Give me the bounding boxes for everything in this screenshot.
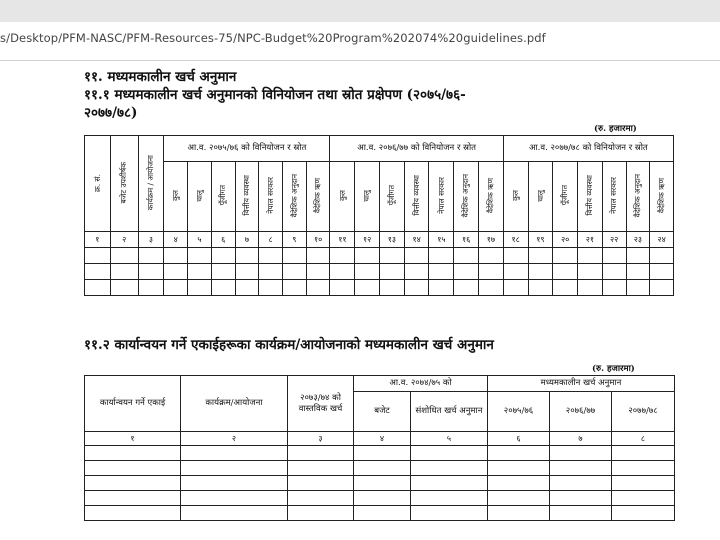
empty-cell [283, 248, 307, 264]
empty-cell [138, 248, 164, 264]
column-number-cell: ८ [612, 432, 675, 446]
column-number-cell: १८ [503, 232, 528, 248]
table-row [85, 461, 675, 476]
empty-cell [110, 264, 138, 280]
sub-col-header: चालु [355, 162, 380, 232]
empty-cell [528, 248, 553, 264]
empty-cell [354, 506, 411, 521]
empty-cell [181, 446, 288, 461]
column-number-cell: २ [181, 432, 288, 446]
window-top-bar [0, 0, 720, 22]
empty-cell [188, 248, 212, 264]
empty-cell [650, 264, 674, 280]
empty-cell [411, 491, 488, 506]
empty-cell [235, 280, 259, 296]
empty-cell [164, 248, 188, 264]
column-number-cell: १६ [454, 232, 479, 248]
empty-cell [404, 280, 429, 296]
empty-cell [454, 280, 479, 296]
empty-cell [578, 248, 603, 264]
empty-cell [181, 506, 288, 521]
col-header-program: कार्यक्रम/आयोजना [181, 376, 288, 432]
mtef-allocation-table [84, 135, 674, 296]
column-number-cell: १९ [528, 232, 553, 248]
empty-cell [478, 264, 503, 280]
column-number-cell: २० [553, 232, 578, 248]
empty-cell [330, 264, 355, 280]
empty-cell [650, 248, 674, 264]
empty-cell [283, 264, 307, 280]
sub-col-header: चालु [528, 162, 553, 232]
column-number-cell: २१ [578, 232, 603, 248]
sub-col-header: पूँजीगत [211, 162, 235, 232]
empty-cell [138, 280, 164, 296]
group-header-2077-78: आ.व. २०७७/७८ को विनियोजन र स्रोत [503, 136, 673, 162]
col-header-budget-code: बजेट उपशीर्षक [110, 136, 138, 232]
empty-cell [411, 506, 488, 521]
empty-cell [288, 446, 354, 461]
sub-col-header: नेपाल सरकार [602, 162, 626, 232]
empty-cell [550, 476, 612, 491]
empty-cell [85, 491, 181, 506]
empty-cell [235, 248, 259, 264]
empty-cell [259, 264, 283, 280]
empty-cell [85, 461, 181, 476]
empty-cell [288, 491, 354, 506]
empty-cell [488, 446, 550, 461]
empty-cell [553, 248, 578, 264]
empty-cell [602, 280, 626, 296]
empty-cell [85, 280, 111, 296]
empty-cell [411, 476, 488, 491]
empty-cell [528, 280, 553, 296]
column-number-cell: ५ [188, 232, 212, 248]
empty-cell [110, 248, 138, 264]
empty-cell [283, 280, 307, 296]
column-number-cell: ६ [488, 432, 550, 446]
col-header-year-3: २०७७/७८ [612, 392, 675, 432]
empty-cell [288, 461, 354, 476]
empty-cell [612, 461, 675, 476]
col-header-revised-estimate: संशोधित खर्च अनुमान [411, 392, 488, 432]
empty-cell [488, 491, 550, 506]
empty-cell [85, 506, 181, 521]
empty-cell [379, 264, 404, 280]
empty-cell [650, 280, 674, 296]
sub-col-header: कुल [330, 162, 355, 232]
empty-cell [288, 476, 354, 491]
column-number-cell: ११ [330, 232, 355, 248]
column-number-cell: ३ [138, 232, 164, 248]
empty-cell [528, 264, 553, 280]
empty-cell [211, 264, 235, 280]
table-row [85, 491, 675, 506]
empty-cell [553, 280, 578, 296]
empty-cell [85, 446, 181, 461]
empty-cell [379, 248, 404, 264]
empty-cell [503, 264, 528, 280]
empty-cell [188, 264, 212, 280]
empty-cell [488, 506, 550, 521]
sub-col-header: वैदेशिक अनुदान [626, 162, 650, 232]
column-number-cell: १ [85, 232, 111, 248]
empty-cell [85, 476, 181, 491]
empty-cell [612, 491, 675, 506]
empty-cell [478, 280, 503, 296]
empty-cell [626, 248, 650, 264]
empty-cell [429, 280, 454, 296]
column-number-cell: १५ [429, 232, 454, 248]
empty-cell [488, 476, 550, 491]
empty-cell [306, 280, 330, 296]
col-header-year-2: २०७६/७७ [550, 392, 612, 432]
empty-cell [259, 248, 283, 264]
empty-cell [454, 248, 479, 264]
sub-col-header: वैदेशिक अनुदान [454, 162, 479, 232]
table-row [85, 446, 675, 461]
empty-cell [553, 264, 578, 280]
empty-cell [550, 446, 612, 461]
column-number-cell: २२ [602, 232, 626, 248]
column-number-cell: ८ [259, 232, 283, 248]
empty-cell [626, 264, 650, 280]
col-header-actual-expense: २०७३/७४ को वास्तविक खर्च [288, 376, 354, 432]
empty-cell [330, 280, 355, 296]
empty-cell [211, 248, 235, 264]
empty-cell [164, 264, 188, 280]
sub-col-header: वित्तीय व्यवस्था [235, 162, 259, 232]
sub-col-header: नेपाल सरकार [429, 162, 454, 232]
sub-col-header: वित्तीय व्यवस्था [404, 162, 429, 232]
empty-cell [478, 248, 503, 264]
empty-cell [578, 264, 603, 280]
empty-cell [138, 264, 164, 280]
empty-cell [355, 248, 380, 264]
column-number-cell: ५ [411, 432, 488, 446]
column-number-cell: ४ [164, 232, 188, 248]
empty-cell [355, 280, 380, 296]
section-11-1-heading-line2: २०७७/७८) [84, 105, 138, 121]
group-header-2074-75: आ.व. २०७४/७५ को [354, 376, 488, 392]
empty-cell [354, 491, 411, 506]
sub-col-header: कुल [503, 162, 528, 232]
empty-cell [211, 280, 235, 296]
column-number-cell: १७ [478, 232, 503, 248]
empty-cell [85, 264, 111, 280]
empty-cell [550, 506, 612, 521]
empty-cell [429, 264, 454, 280]
column-number-cell: १० [306, 232, 330, 248]
empty-cell [181, 461, 288, 476]
empty-cell [354, 476, 411, 491]
table-row [85, 280, 674, 296]
column-number-cell: ७ [550, 432, 612, 446]
sub-col-header: पूँजीगत [379, 162, 404, 232]
empty-cell [259, 280, 283, 296]
section-11-2-heading: ११.२ कार्यान्वयन गर्ने एकाईहरूका कार्यक्रम/आयोजनाको मध्यमकालीन खर्च अनुमान [84, 337, 494, 353]
empty-cell [306, 248, 330, 264]
pdf-page [0, 60, 720, 540]
unit-label-2: (रु. हजारमा) [592, 364, 635, 374]
column-number-cell: ३ [288, 432, 354, 446]
empty-cell [429, 248, 454, 264]
empty-cell [306, 264, 330, 280]
table-row [85, 264, 674, 280]
empty-cell [612, 476, 675, 491]
column-number-cell: १४ [404, 232, 429, 248]
column-number-cell: ४ [354, 432, 411, 446]
empty-cell [602, 248, 626, 264]
group-header-2076-77: आ.व. २०७६/७७ को विनियोजन र स्रोत [330, 136, 503, 162]
column-number-cell: ६ [211, 232, 235, 248]
unit-mtef-table [84, 375, 675, 521]
empty-cell [612, 506, 675, 521]
empty-cell [181, 491, 288, 506]
empty-cell [85, 248, 111, 264]
empty-cell [235, 264, 259, 280]
empty-cell [354, 461, 411, 476]
empty-cell [181, 476, 288, 491]
section-11-1-heading-line1: ११.१ मध्यमकालीन खर्च अनुमानको विनियोजन तथा स्रोत प्रक्षेपण (२०७५/७६- [84, 87, 466, 103]
empty-cell [550, 491, 612, 506]
col-header-implementing-unit: कार्यान्वयन गर्ने एकाई [85, 376, 181, 432]
col-header-budget: बजेट [354, 392, 411, 432]
column-number-cell: १२ [355, 232, 380, 248]
empty-cell [550, 461, 612, 476]
empty-cell [626, 280, 650, 296]
col-header-program: कार्यक्रम / आयोजना [138, 136, 164, 232]
empty-cell [110, 280, 138, 296]
column-number-cell: २४ [650, 232, 674, 248]
empty-cell [411, 446, 488, 461]
empty-cell [355, 264, 380, 280]
empty-cell [488, 461, 550, 476]
empty-cell [578, 280, 603, 296]
column-number-cell: २३ [626, 232, 650, 248]
empty-cell [454, 264, 479, 280]
empty-cell [330, 248, 355, 264]
empty-cell [404, 264, 429, 280]
sub-col-header: वैदेशिक ऋण [306, 162, 330, 232]
unit-label-1: (रु. हजारमा) [594, 124, 637, 134]
empty-cell [288, 506, 354, 521]
column-number-cell: २ [110, 232, 138, 248]
file-path-text[interactable]: s/Desktop/PFM-NASC/PFM-Resources-75/NPC-Budget%20Program%202074%20guidelines.pdf [0, 31, 546, 45]
sub-col-header: वैदेशिक ऋण [650, 162, 674, 232]
group-header-2075-76: आ.व. २०७५/७६ को विनियोजन र स्रोत [164, 136, 330, 162]
group-header-mtef: मध्यमकालीन खर्च अनुमान [488, 376, 675, 392]
sub-col-header: नेपाल सरकार [259, 162, 283, 232]
empty-cell [404, 248, 429, 264]
empty-cell [188, 280, 212, 296]
empty-cell [612, 446, 675, 461]
column-number-cell: ९ [283, 232, 307, 248]
sub-col-header: वित्तीय व्यवस्था [578, 162, 603, 232]
empty-cell [602, 264, 626, 280]
sub-col-header: चालु [188, 162, 212, 232]
sub-col-header: वैदेशिक अनुदान [283, 162, 307, 232]
empty-cell [411, 461, 488, 476]
empty-cell [503, 248, 528, 264]
column-number-cell: ७ [235, 232, 259, 248]
empty-cell [354, 446, 411, 461]
col-header-year-1: २०७५/७६ [488, 392, 550, 432]
empty-cell [379, 280, 404, 296]
table-row [85, 506, 675, 521]
column-number-cell: १ [85, 432, 181, 446]
section-11-heading: ११. मध्यमकालीन खर्च अनुमान [84, 69, 237, 85]
col-header-sn: क्र. सं. [85, 136, 111, 232]
empty-cell [164, 280, 188, 296]
empty-cell [503, 280, 528, 296]
column-number-cell: १३ [379, 232, 404, 248]
table-row [85, 476, 675, 491]
sub-col-header: वैदेशिक ऋण [478, 162, 503, 232]
table-row [85, 248, 674, 264]
sub-col-header: कुल [164, 162, 188, 232]
sub-col-header: पूँजीगत [553, 162, 578, 232]
